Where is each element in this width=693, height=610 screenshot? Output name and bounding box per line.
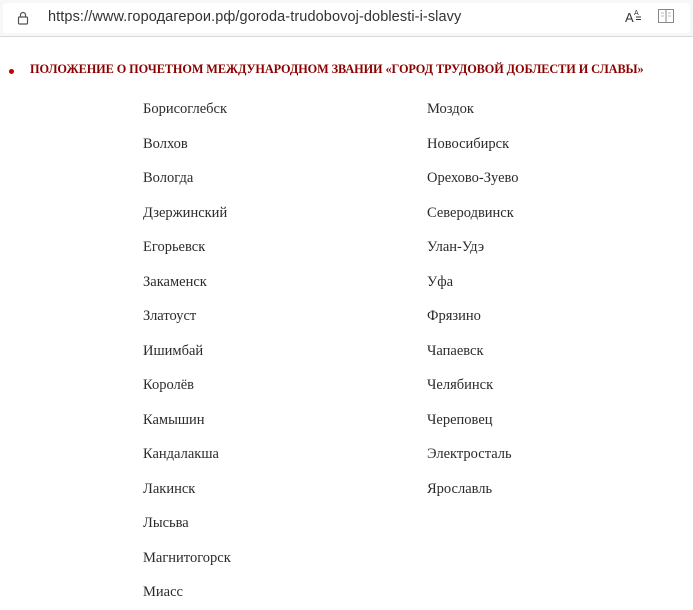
city-item: Ишимбай <box>143 342 204 359</box>
city-item: Камышин <box>143 411 205 428</box>
city-item: Чапаевск <box>427 342 484 359</box>
city-item: Северодвинск <box>427 204 514 221</box>
svg-text:A: A <box>625 10 634 25</box>
cities-list-left <box>143 100 231 610</box>
city-item: Лысьва <box>143 515 189 531</box>
read-aloud-icon[interactable] <box>624 7 642 25</box>
address-bar[interactable] <box>3 3 690 33</box>
city-item: Дзержинский <box>143 204 228 221</box>
city-item: Орехово-Зуево <box>427 170 519 186</box>
city-item: Электросталь <box>427 446 512 462</box>
city-item: Вологда <box>143 170 194 186</box>
url-text[interactable]: https://www.городагерои.рф/goroda-trudobovoj-doblesti-i-slavy <box>48 9 462 25</box>
city-item: Череповец <box>427 411 493 428</box>
city-item: Моздок <box>427 101 474 117</box>
city-item: Кандалакша <box>143 446 219 462</box>
city-item: Королёв <box>143 377 195 393</box>
browser-toolbar <box>0 0 693 37</box>
svg-text:A: A <box>634 10 639 17</box>
city-item: Волхов <box>143 135 188 152</box>
bullet-icon <box>9 69 14 74</box>
reading-view-icon[interactable] <box>657 7 675 25</box>
city-item: Уфа <box>427 273 454 290</box>
city-item: Закаменск <box>143 273 207 290</box>
city-item: Фрязино <box>427 308 481 324</box>
city-item: Лакинск <box>143 480 196 497</box>
city-item: Улан-Удэ <box>427 239 485 255</box>
city-item: Борисоглебск <box>143 101 228 117</box>
city-item: Златоуст <box>143 308 197 324</box>
page-heading[interactable]: ПОЛОЖЕНИЕ О ПОЧЕТНОМ МЕЖДУНАРОДНОМ ЗВАНИИ «ГОРОД ТРУДОВОЙ ДОБЛЕСТИ И СЛАВЫ» <box>30 62 644 76</box>
heading-row <box>0 62 693 80</box>
city-item: Ярославль <box>427 480 493 497</box>
city-item: Магнитогорск <box>143 549 231 566</box>
city-item: Челябинск <box>427 377 494 393</box>
lock-icon[interactable] <box>16 11 30 25</box>
city-item: Егорьевск <box>143 239 206 255</box>
city-item: Новосибирск <box>427 135 510 152</box>
city-item: Миасс <box>143 584 183 600</box>
cities-list-right <box>427 100 519 514</box>
